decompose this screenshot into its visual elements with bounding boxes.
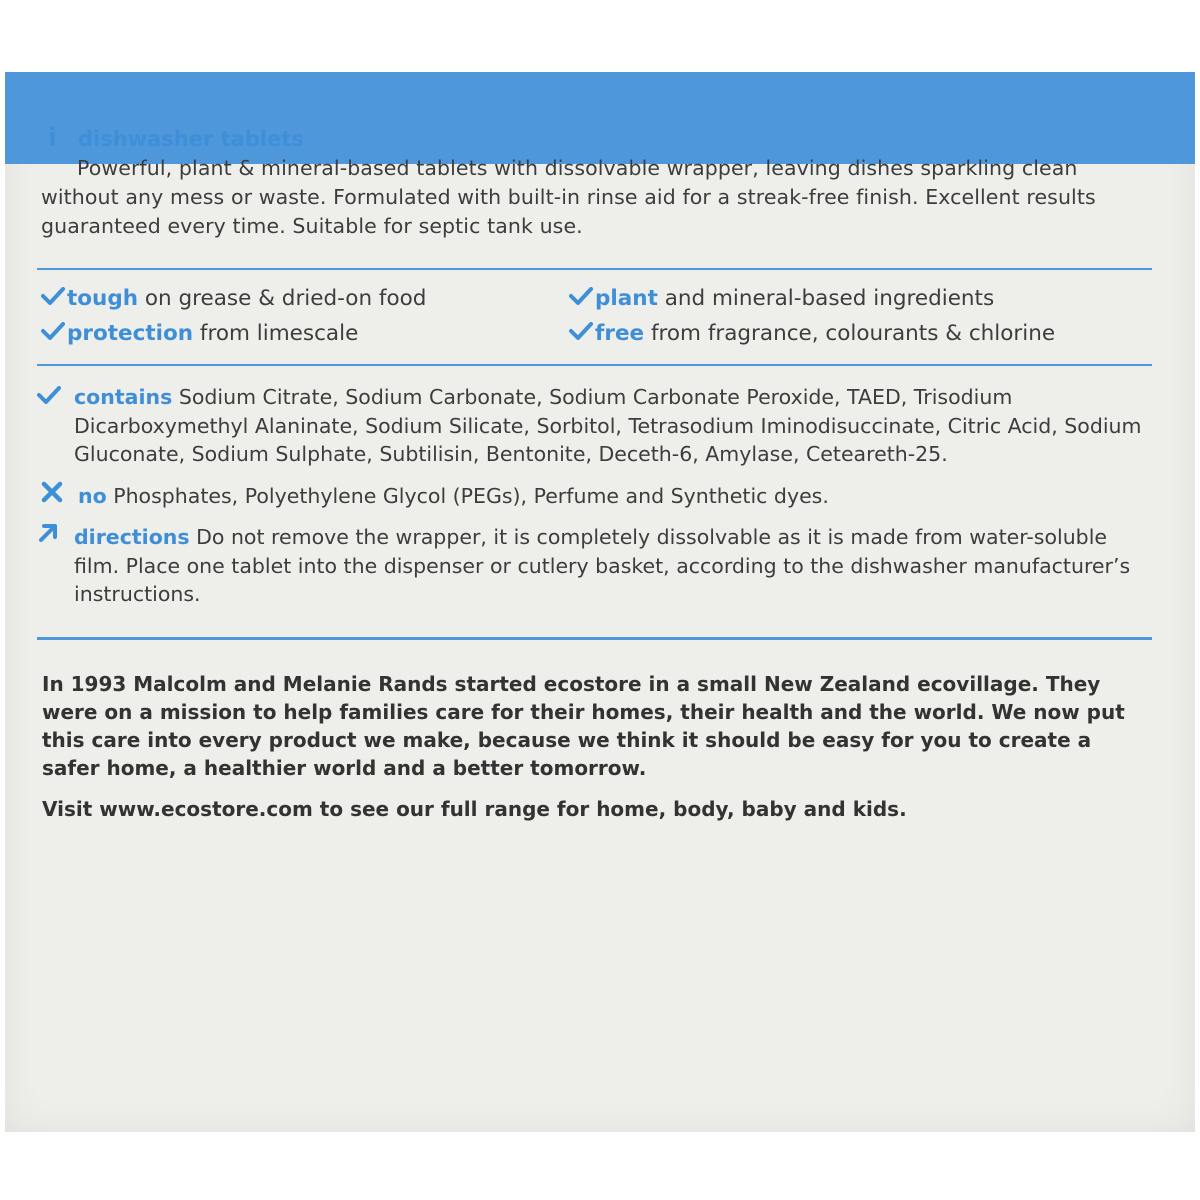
intro-title-line bbox=[37, 124, 1152, 154]
feature-keyword: protection bbox=[67, 321, 194, 346]
brand-story bbox=[37, 640, 1152, 823]
product-intro bbox=[37, 124, 1152, 268]
feature-text: from fragrance, colourants & chlorine bbox=[644, 321, 1056, 346]
no-text: Phosphates, Polyethylene Glycol (PEGs), Perfume and Synthetic dyes. bbox=[106, 483, 829, 508]
check-icon bbox=[569, 319, 595, 348]
no-paragraph bbox=[37, 481, 1152, 511]
feature-keyword: free bbox=[595, 321, 645, 346]
directions-paragraph bbox=[37, 522, 1152, 609]
visit-line: Visit www.ecostore.com to see our full range for home, body, baby and kids. bbox=[42, 796, 907, 821]
contains-text: Sodium Citrate, Sodium Carbonate, Sodium Carbonate Peroxide, TAED, Trisodium Dicarboxymethyl Alaninate, Sodium Silicate, Sorbitol, Tetrasodium Iminodisuccinate, Citric Acid, Sodium Gluconate, Sodium Sulphate, Subtilisin, Bentonite, Deceth-6, Amylase, Ceteareth-25. bbox=[74, 385, 1142, 466]
check-icon bbox=[41, 284, 67, 313]
product-description: Powerful, plant & mineral-based tablets with dissolvable wrapper, leaving dishes sparkling clean without any mess or waste. Formulated with built-in rinse aid for a streak-free finish. Excellent results guaranteed every time. Suitable for septic tank use. bbox=[41, 156, 1096, 238]
info-icon: i bbox=[48, 123, 57, 153]
directions-text: Do not remove the wrapper, it is completely dissolvable as it is made from water-soluble film. Place one tablet into the dispenser or cutlery basket, according to the dishwasher manufacturer’s instructions. bbox=[74, 525, 1131, 606]
feature-text: on grease & dried-on food bbox=[138, 286, 427, 311]
feature-item-plant bbox=[569, 284, 1149, 313]
feature-text: and mineral-based ingredients bbox=[657, 286, 995, 311]
feature-keyword: tough bbox=[67, 286, 139, 311]
feature-item-protection bbox=[41, 319, 569, 348]
ingredients-section bbox=[37, 366, 1152, 609]
feature-keyword: plant bbox=[595, 286, 658, 311]
feature-text: from limescale bbox=[193, 321, 359, 346]
check-icon bbox=[41, 319, 67, 348]
directions-keyword: directions bbox=[74, 525, 190, 549]
story-paragraph: In 1993 Malcolm and Melanie Rands started ecostore in a small New Zealand ecovillage. They were on a mission to help families care for their homes, their health and the world. We now put this care into every product we make, because we think it should be easy for you to create a safer home, a healthier world and a better tomorrow. bbox=[42, 671, 1125, 780]
check-icon bbox=[569, 284, 595, 313]
check-icon bbox=[37, 383, 74, 412]
product-title: dishwasher tablets bbox=[78, 127, 304, 151]
feature-item-tough bbox=[41, 284, 569, 313]
feature-item-free bbox=[569, 319, 1149, 348]
feature-list bbox=[37, 270, 1152, 364]
label-content bbox=[37, 124, 1152, 823]
no-keyword: no bbox=[78, 483, 107, 508]
contains-paragraph bbox=[37, 383, 1152, 469]
cross-icon bbox=[41, 481, 78, 511]
arrow-up-right-icon bbox=[37, 522, 74, 552]
contains-keyword: contains bbox=[74, 385, 173, 409]
